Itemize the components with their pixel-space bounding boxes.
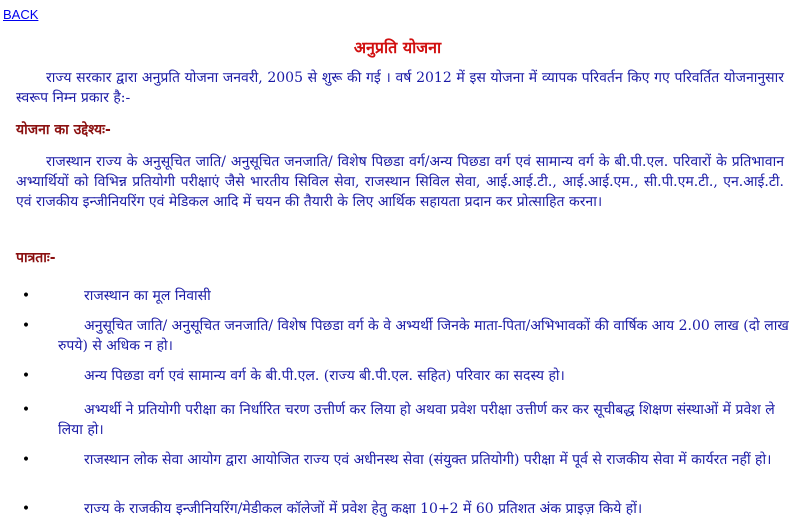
eligibility-heading: पात्रताः- (16, 250, 56, 266)
bullet-icon: • (21, 452, 31, 468)
objective-heading: योजना का उद्देश्यः- (16, 122, 111, 138)
list-item-text: राज्य के राजकीय इन्जीनियरिंग/मेडीकल कॉलेजों में प्रवेश हेतु कक्षा 10+2 में 60 प्रतिशत अंक प्राइज़ किये हों। (84, 501, 643, 517)
list-item (20, 400, 790, 440)
back-link[interactable]: BACK (3, 7, 39, 22)
list-item (20, 450, 790, 470)
bullet-icon: • (21, 318, 31, 334)
bullet-icon: • (21, 288, 31, 304)
bullet-icon: • (21, 402, 31, 418)
bullet-icon: • (21, 368, 31, 384)
list-item-text: अभ्यर्थी ने प्रतियोगी परीक्षा का निर्धारित चरण उत्तीर्ण कर लिया हो अथवा प्रवेश परीक्षा उत्तीर्ण कर कर सूचीबद्ध शिक्षण संस्थाओं में प्रवेश ले लिया हो। (58, 402, 775, 438)
intro-text: राज्य सरकार द्वारा अनुप्रति योजना जनवरी, 2005 से शुरू की गई । वर्ष 2012 में इस योजना में व्यापक परिवर्तन किए गए परिवर्तित योजनानुसार स्वरूप निम्न प्रकार है:- (16, 70, 784, 106)
list-item (20, 286, 790, 306)
list-item-text: अन्य पिछडा वर्ग एवं सामान्य वर्ग के बी.पी.एल. (राज्य बी.पी.एल. सहित) परिवार का सदस्य हो। (84, 368, 565, 384)
list-item-text: राजस्थान का मूल निवासी (84, 288, 211, 304)
objective-text: राजस्थान राज्य के अनुसूचित जाति/ अनुसूचित जनजाति/ विशेष पिछडा वर्ग/अन्य पिछडा वर्ग एवं सामान्य वर्ग के बी.पी.एल. परिवारों के प्रतिभावान अभ्यार्थियों को विभिन्न प्रतियोगी परीक्षाएं जैसे भारतीय सिविल सेवा, राजस्थान सिविल सेवा, आई.आई.टी., आई.आई.एम., सी.पी.एम.टी., एन.आई.टी. एवं राजकीय इन्जीनियरिंग एवं मेडिकल आदि में चयन की तैयारी के लिए आर्थिक सहायता प्रदान कर प्रोत्साहित करना। (16, 154, 784, 210)
intro-paragraph (16, 68, 784, 108)
list-item-text: अनुसूचित जाति/ अनुसूचित जनजाति/ विशेष पिछडा वर्ग के वे अभ्यर्थी जिनके माता-पिता/अभिभावकों की वार्षिक आय 2.00 लाख (दो लाख रुपये) से अधिक न हो। (58, 318, 789, 354)
list-item (20, 499, 790, 519)
bullet-icon: • (21, 501, 31, 517)
page-title: अनुप्रति योजना (353, 38, 442, 57)
objective-paragraph (16, 152, 784, 212)
list-item (20, 366, 790, 386)
list-item (20, 316, 790, 356)
list-item-text: राजस्थान लोक सेवा आयोग द्वारा आयोजित राज्य एवं अधीनस्थ सेवा (संयुक्त प्रतियोगी) परीक्षा में पूर्व से राजकीय सेवा में कार्यरत नहीं हो। (84, 452, 772, 468)
